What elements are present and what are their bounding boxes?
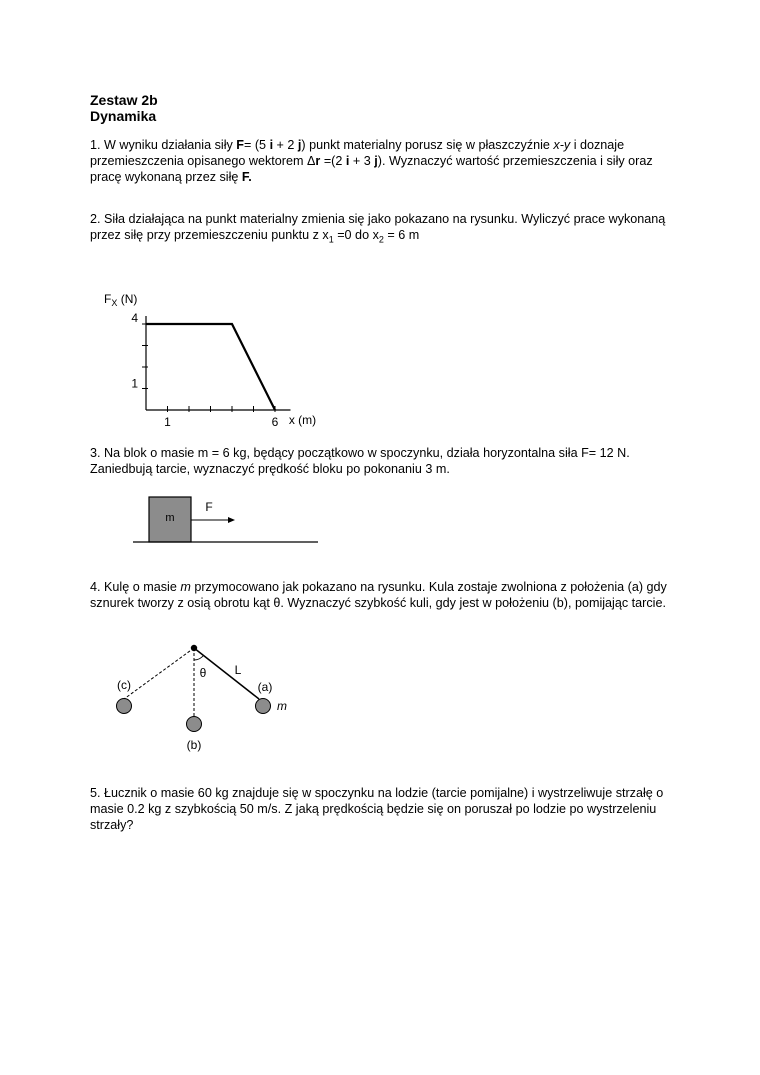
y-axis-label-sub: X: [111, 298, 118, 308]
length-label: L: [234, 663, 242, 677]
problem-2: 2. Siła działająca na punkt materialny zmienia się jako pokazano na rysunku. Wyliczyć prace wykonaną przez siłę przy przemieszczeniu punktu z $x_1 =0$ do $x_2 = 6$ m: [90, 212, 666, 245]
y-tick-label: 4: [131, 311, 138, 325]
problem-5: 5. Łucznik o masie 60 kg znajduje się w spoczynku na lodzie (tarcie pomijalne) i wystrzeliwuje strzałę o masie 0.2 kg z szybkością 50 m/s. Z jaką prędkością będzie się on poruszał po lodzie po wystrzeleniu strzały?: [90, 786, 664, 832]
label-position-a: (a): [257, 680, 273, 694]
worksheet-title: Zestaw 2b: [90, 92, 158, 108]
worksheet-subtitle: Dynamika: [90, 108, 157, 124]
theta-label: θ: [199, 666, 207, 680]
x-tick-label: 6: [271, 415, 279, 429]
y-tick-label: 1: [131, 376, 138, 391]
pivot-point: [191, 645, 197, 651]
problem-1: 1. W wyniku działania siły F= (5 i + 2 j) punkt materialny porusz się w płaszczyźnie x-y i doznaje przemieszczenia opisanego wektorem Δr =(2 i + 3 j). Wyznaczyć wartość przemieszczenia i siły oraz pracę wykonaną przez siłę F.: [90, 138, 653, 184]
label-position-c: (c): [117, 678, 131, 692]
block-mass-label: m: [165, 512, 175, 524]
ball-position-a: [256, 699, 271, 714]
string-position-c: [124, 648, 194, 699]
ball-position-b: [187, 717, 202, 732]
problem-3: 3. Na blok o masie m = 6 kg, będący początkowo w spoczynku, działa horyzontalna siła F= 12 N. Zaniedbują tarcie, wyznaczyć prędkość bloku po pokonaniu 3 m.: [90, 446, 630, 476]
y-axis-label-main: F: [104, 292, 112, 306]
x-axis-label: x (m): [288, 413, 317, 427]
ball-position-c: [117, 699, 132, 714]
problem-4: 4. Kulę o masie m przymocowano jak pokazano na rysunku. Kula zostaje zwolniona z położenia (a) gdy sznurek tworzy z osią obrotu kąt θ. Wyznaczyć szybkość kuli, gdy jest w położeniu (b), pomijając tarcie.: [90, 580, 667, 610]
label-position-b: (b): [186, 738, 202, 752]
ball-mass-label: m: [277, 699, 287, 713]
y-axis-label-unit: (N): [117, 292, 138, 306]
force-label: F: [205, 500, 213, 514]
x-tick-label: 1: [164, 415, 171, 429]
angle-arc: [194, 655, 204, 660]
